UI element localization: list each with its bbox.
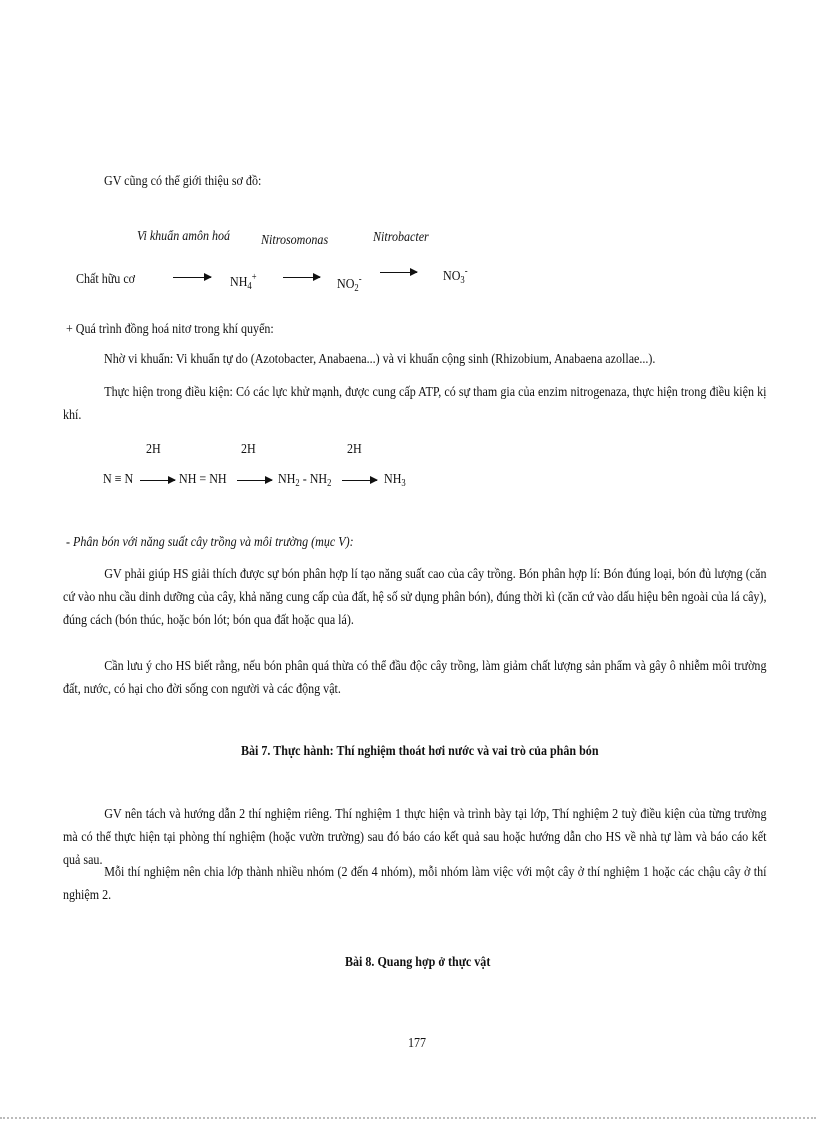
scheme1-no2: $NO_2^-$	[337, 274, 362, 294]
scheme2-hydrazine: $NH_2 - NH_2$	[278, 472, 332, 489]
scheme1-arrow-3	[380, 272, 417, 273]
scheme2-arrow-3	[342, 480, 377, 481]
scheme2-n2: N ≡ N	[103, 472, 134, 487]
scheme2-h-label-2: 2H	[241, 442, 256, 457]
lesson7-paragraph-2: Mỗi thí nghiệm nên chia lớp thành nhiều nhóm (2 đến 4 nhóm), mỗi nhóm làm việc với một cây ở thí nghiệm 1 hoặc các chậu cây ở thí nghiệm 2.	[63, 865, 767, 903]
scheme1-label-nitrobacter: Nitrobacter	[373, 230, 429, 245]
intro-text: GV cũng có thể giới thiệu sơ đồ:	[104, 174, 262, 189]
scheme2-diimide: NH = NH	[179, 472, 227, 487]
scheme1-label-nitrosomonas: Nitrosomonas	[261, 233, 329, 248]
page-number: 177	[408, 1036, 427, 1051]
fertilizer-paragraph-1: GV phải giúp HS giải thích được sự bón phân hợp lí tạo năng suất cao của cây trồng. Bón phân hợp lí: Bón đúng loại, bón đủ lượng (căn cứ vào nhu cầu dinh dưỡng của cây, khả năng cung cấp của đất, hệ số sử dụng phân bón), đúng thời kì (căn cứ vào dấu hiệu bên ngoài của lá cây), đúng cách (bón thúc, hoặc bón lót; bón qua đất hoặc qua lá).	[63, 567, 767, 628]
scheme2-ammonia: $NH_3$	[384, 472, 406, 489]
scheme1-label-ammonifying: Vi khuẩn amôn hoá	[137, 229, 231, 244]
scheme2-h-label-3: 2H	[347, 442, 362, 457]
page-bottom-border	[0, 1117, 816, 1119]
lesson8-title: Bài 8. Quang hợp ở thực vật	[345, 955, 491, 970]
scheme1-nh4: $NH_4^+$	[230, 272, 257, 292]
fixation-conditions-text: Thực hiện trong điều kiện: Có các lực khử mạnh, được cung cấp ATP, có sự tham gia của enzim nitrogenaza, thực hiện trong điều kiện kị khí.	[63, 385, 767, 423]
scheme2-arrow-1	[140, 480, 175, 481]
fixation-heading: + Quá trình đồng hoá nitơ trong khí quyển:	[66, 322, 274, 337]
scheme1-organic-matter: Chất hữu cơ	[76, 272, 136, 287]
scheme1-arrow-2	[283, 277, 320, 278]
fixation-bacteria-text: Nhờ vi khuẩn: Vi khuẩn tự do (Azotobacter, Anabaena...) và vi khuẩn cộng sinh (Rhizobium, Anabaena azollae...).	[104, 352, 656, 367]
fertilizer-paragraph-2: Cần lưu ý cho HS biết rằng, nếu bón phân quá thừa có thể đầu độc cây trồng, làm giảm chất lượng sản phẩm và gây ô nhiễm môi trường đất, nước, có hại cho đời sống con người và các động vật.	[63, 659, 767, 697]
scheme1-no3: $NO_3^-$	[443, 266, 468, 286]
lesson7-paragraph-1: GV nên tách và hướng dẫn 2 thí nghiệm riêng. Thí nghiệm 1 thực hiện và trình bày tại lớp, Thí nghiệm 2 tuỳ điều kiện của từng trường mà có thể thực hiện tại phòng thí nghiệm (hoặc vườn trường) sau đó báo cáo kết quả sau hoặc hướng dẫn cho HS về nhà tự làm và báo cáo kết quả sau.	[63, 807, 767, 868]
scheme2-arrow-2	[237, 480, 272, 481]
lesson7-title: Bài 7. Thực hành: Thí nghiệm thoát hơi nước và vai trò của phân bón	[241, 744, 599, 759]
fertilizer-heading: - Phân bón với năng suất cây trồng và môi trường (mục V):	[66, 535, 354, 550]
scheme1-arrow-1	[173, 277, 211, 278]
scheme2-h-label-1: 2H	[146, 442, 161, 457]
